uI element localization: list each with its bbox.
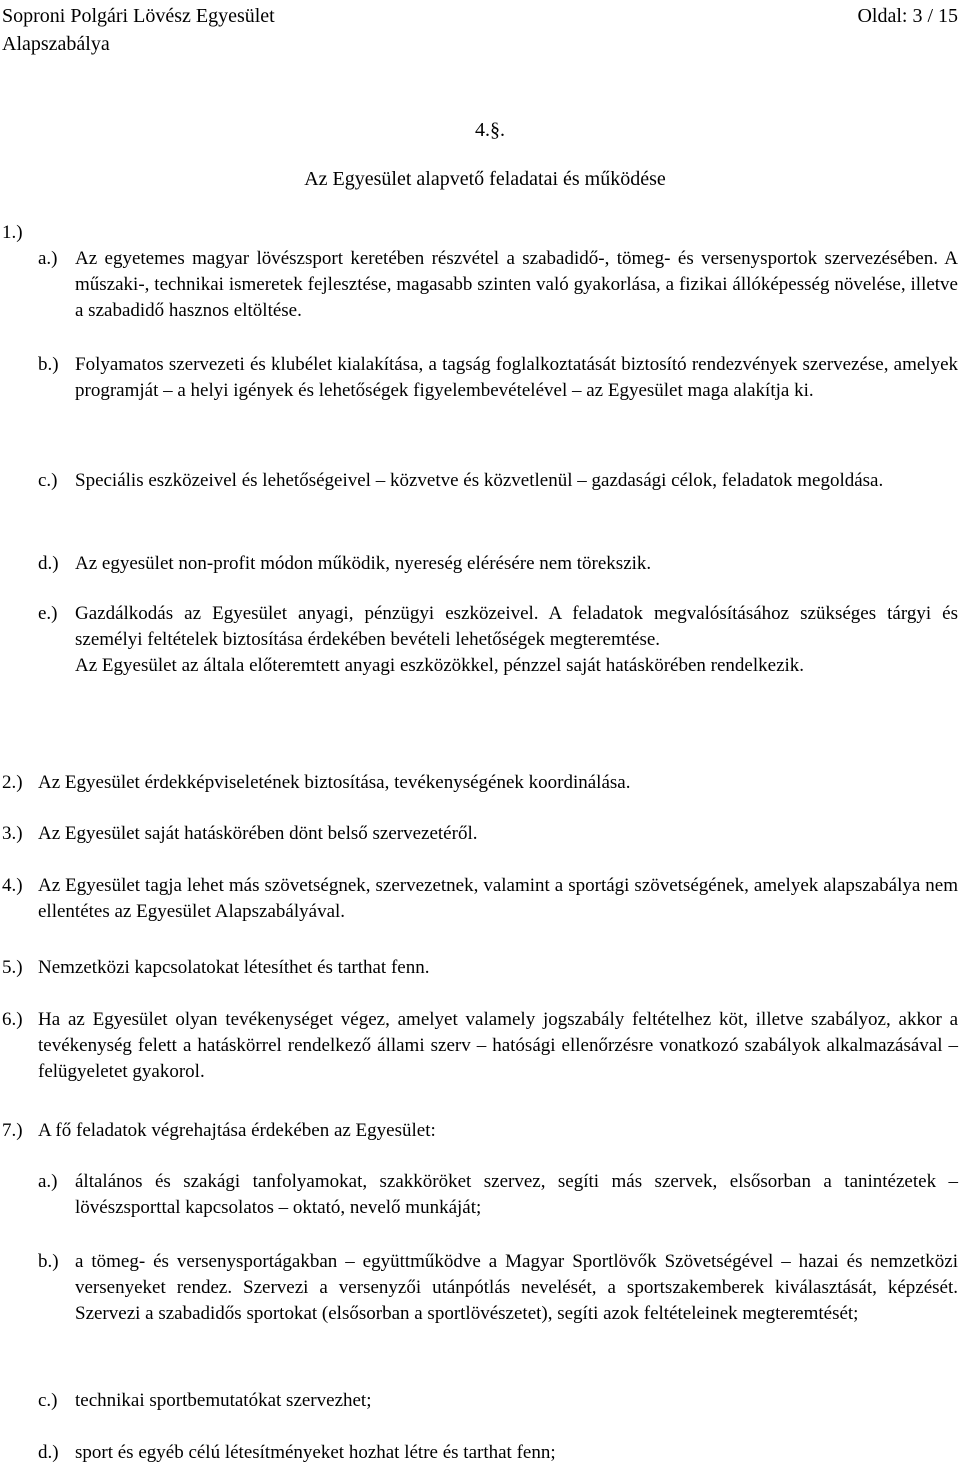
document-title: Alapszabálya bbox=[2, 33, 110, 55]
item-text: Gazdálkodás az Egyesület anyagi, pénzügyi eszközeivel. A feladatok megvalósításához szükséges tárgyi és személyi feltételek biztosítása érdekében bevételi lehetőségek megteremtése. bbox=[75, 603, 958, 650]
item-text: Az egyesület non-profit módon működik, nyereség elérésére nem törekszik. bbox=[75, 553, 652, 574]
item-text: Speciális eszközeivel és lehetőségeivel – közvetve és közvetlenül – gazdasági célok, feladatok megoldása. bbox=[75, 470, 884, 491]
item-label: d.) bbox=[38, 553, 59, 574]
item-text: technikai sportbemutatókat szervezhet; bbox=[75, 1390, 372, 1411]
paragraph-number: 3.) bbox=[2, 823, 23, 844]
paragraph-text: Ha az Egyesület olyan tevékenységet végez, amelyet valamely jogszabály feltételhez köt, illetve szabályoz, akkor a tevékenység felett a hatáskörrel rendelkező állami szerv – hatósági ellenőrzésre vonatkozó szabályok alkalmazásával – felügyeletet gyakorol. bbox=[38, 1009, 958, 1082]
item-text-continued: Az Egyesület az általa előteremtett anyagi eszközökkel, pénzzel saját hatáskörében rendelkezik. bbox=[75, 655, 805, 676]
paragraph-text: Nemzetközi kapcsolatokat létesíthet és tarthat fenn. bbox=[38, 957, 430, 978]
item-label: b.) bbox=[38, 1251, 59, 1272]
item-label: a.) bbox=[38, 1171, 58, 1192]
paragraph-number: 5.) bbox=[2, 957, 23, 978]
item-text-group bbox=[75, 601, 958, 679]
item-text: Az egyetemes magyar lövészsport keretében részvétel a szabadidő-, tömeg- és versenysportok szervezésében. A műszaki-, technikai ismeretek fejlesztése, magasabb szinten való gyakorlása, a fizikai állóképesség növelése, illetve a szabadidő hasznos eltöltése. bbox=[75, 248, 958, 321]
paragraph-number: 1.) bbox=[2, 222, 23, 243]
paragraph-text: Az Egyesület érdekképviseletének biztosítása, tevékenységének koordinálása. bbox=[38, 772, 631, 793]
organization-name: Soproni Polgári Lövész Egyesület bbox=[2, 5, 275, 27]
page-indicator: Oldal: 3 / 15 bbox=[857, 5, 958, 27]
paragraph-number: 2.) bbox=[2, 772, 23, 793]
item-text: általános és szakági tanfolyamokat, szakköröket szervez, segíti más szervek, elsősorban a tanintézetek – lövészsporttal kapcsolatos – oktató, nevelő munkáját; bbox=[75, 1171, 958, 1218]
item-text: a tömeg- és versenysportágakban – együttműködve a Magyar Sportlövők Szövetségével – hazai és nemzetközi versenyeket rendez. Szervezi a versenyzői utánpótlás nevelését, a sportszakemberek kiválasztását, képzését. Szervezi a szabadidős sportokat (elsősorban a sportlövészetet), segíti azok feltételeinek megteremtését; bbox=[75, 1251, 958, 1324]
paragraph-number: 6.) bbox=[2, 1009, 23, 1030]
item-label: c.) bbox=[38, 1390, 58, 1411]
paragraph-number: 7.) bbox=[2, 1120, 23, 1141]
paragraph-number: 4.) bbox=[2, 875, 23, 896]
item-label: b.) bbox=[38, 354, 59, 375]
item-label: d.) bbox=[38, 1442, 59, 1463]
section-title: Az Egyesület alapvető feladatai és működése bbox=[304, 168, 666, 190]
item-label: a.) bbox=[38, 248, 58, 269]
item-label: e.) bbox=[38, 603, 58, 624]
item-text: Folyamatos szervezeti és klubélet kialakítása, a tagság foglalkoztatását biztosító rendezvények szervezése, amelyek programját – a helyi igények és lehetőségek figyelembevételével – az Egyesület maga alakítja ki. bbox=[75, 354, 958, 401]
paragraph-text: A fő feladatok végrehajtása érdekében az Egyesület: bbox=[38, 1120, 436, 1141]
section-number: 4.§. bbox=[475, 119, 505, 141]
paragraph-text: Az Egyesület tagja lehet más szövetségnek, szervezetnek, valamint a sportági szövetségének, amelyek alapszabálya nem ellentétes az Egyesület Alapszabályával. bbox=[38, 875, 958, 922]
item-text: sport és egyéb célú létesítményeket hozhat létre és tarthat fenn; bbox=[75, 1442, 556, 1463]
paragraph-text: Az Egyesület saját hatáskörében dönt belső szervezetéről. bbox=[38, 823, 478, 844]
item-label: c.) bbox=[38, 470, 58, 491]
